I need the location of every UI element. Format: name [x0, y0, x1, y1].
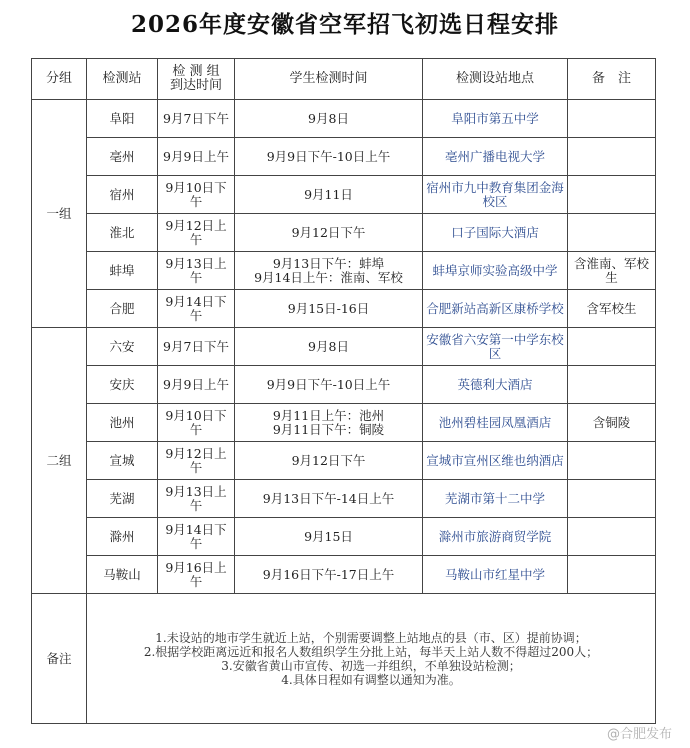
arrive-time-cell: 9月10日下午: [158, 176, 235, 214]
station-cell: 六安: [87, 328, 158, 366]
table-row: [32, 442, 656, 480]
table-row: [32, 556, 656, 594]
arrive-time-cell: 9月13日上午: [158, 252, 235, 290]
student-time-cell: 9月11日: [235, 176, 423, 214]
table-row: [32, 328, 656, 366]
student-time-cell: 9月9日下午-10日上午: [235, 366, 423, 404]
table-row: [32, 100, 656, 138]
note-4: 4.具体日程如有调整以通知为准。: [281, 672, 461, 687]
group-two-cell: 二组: [32, 328, 87, 594]
arrive-time-cell: 9月14日下午: [158, 518, 235, 556]
table-row: [32, 214, 656, 252]
remark-cell: [568, 100, 656, 138]
location-cell: 安徽省六安第一中学东校区: [423, 328, 568, 366]
arrive-time-cell: 9月10日下午: [158, 404, 235, 442]
table-row: [32, 518, 656, 556]
student-time-cell: 9月12日下午: [235, 442, 423, 480]
arrive-time-cell: 9月9日上午: [158, 366, 235, 404]
remark-cell: [568, 442, 656, 480]
station-cell: 蚌埠: [87, 252, 158, 290]
arrive-time-cell: 9月13日上午: [158, 480, 235, 518]
arrive-time-cell: 9月7日下午: [158, 328, 235, 366]
schedule-table: [31, 58, 656, 724]
remark-cell: [568, 556, 656, 594]
location-cell: 宿州市九中教育集团金海校区: [423, 176, 568, 214]
remark-cell: 含军校生: [568, 290, 656, 328]
student-time-cell: 9月12日下午: [235, 214, 423, 252]
table-row: [32, 366, 656, 404]
location-cell: 芜湖市第十二中学: [423, 480, 568, 518]
station-cell: 阜阳: [87, 100, 158, 138]
table-row: [32, 290, 656, 328]
station-cell: 安庆: [87, 366, 158, 404]
notes-content: [87, 594, 656, 724]
remark-cell: [568, 328, 656, 366]
arrive-time-cell: 9月7日下午: [158, 100, 235, 138]
remark-cell: [568, 176, 656, 214]
watermark: @合肥发布: [606, 727, 672, 742]
station-cell: 芜湖: [87, 480, 158, 518]
location-cell: 合肥新站高新区康桥学校: [423, 290, 568, 328]
note-3: 3.安徽省黄山市宣传、初选一并组织，不单独设站检测；: [221, 658, 521, 673]
location-cell: 蚌埠京师实验高级中学: [423, 252, 568, 290]
notes-row: [32, 594, 656, 724]
station-cell: 合肥: [87, 290, 158, 328]
arrive-time-cell: 9月12日上午: [158, 214, 235, 252]
arrive-time-cell: 9月12日上午: [158, 442, 235, 480]
arrive-time-cell: 9月9日上午: [158, 138, 235, 176]
remark-cell: [568, 480, 656, 518]
student-time-cell: 9月13日下午-14日上午: [235, 480, 423, 518]
remark-cell: 含淮南、军校生: [568, 252, 656, 290]
student-time-cell: 9月11日上午：池州 9月11日下午：铜陵: [235, 404, 423, 442]
student-time-cell: 9月16日下午-17日上午: [235, 556, 423, 594]
remark-cell: 含铜陵: [568, 404, 656, 442]
notes-label: 备注: [32, 594, 87, 724]
location-cell: 阜阳市第五中学: [423, 100, 568, 138]
table-row: [32, 480, 656, 518]
student-time-cell: 9月13日下午：蚌埠 9月14日上午：淮南、军校: [235, 252, 423, 290]
header-station: 检测站: [87, 59, 158, 100]
station-cell: 马鞍山: [87, 556, 158, 594]
station-cell: 宿州: [87, 176, 158, 214]
station-cell: 滁州: [87, 518, 158, 556]
remark-cell: [568, 138, 656, 176]
document-title: 2026年度安徽省空军招飞初选日程安排: [130, 11, 559, 38]
table-row: [32, 404, 656, 442]
remark-cell: [568, 518, 656, 556]
remark-cell: [568, 214, 656, 252]
note-1: 1.未设站的地市学生就近上站，个别需要调整上站地点的县（市、区）提前协调；: [155, 630, 587, 645]
station-cell: 宣城: [87, 442, 158, 480]
header-location: 检测设站地点: [423, 59, 568, 100]
location-cell: 亳州广播电视大学: [423, 138, 568, 176]
table-row: [32, 176, 656, 214]
station-cell: 亳州: [87, 138, 158, 176]
group-one-cell: 一组: [32, 100, 87, 328]
student-time-cell: 9月9日下午-10日上午: [235, 138, 423, 176]
header-row: [32, 59, 656, 100]
header-student-time: 学生检测时间: [235, 59, 423, 100]
header-remark: 备 注: [568, 59, 656, 100]
location-cell: 滁州市旅游商贸学院: [423, 518, 568, 556]
location-cell: 口子国际大酒店: [423, 214, 568, 252]
location-cell: 宣城市宣州区维也纳酒店: [423, 442, 568, 480]
student-time-cell: 9月15日-16日: [235, 290, 423, 328]
note-2: 2.根据学校距离远近和报名人数组织学生分批上站，每半天上站人数不得超过200人；: [143, 644, 599, 659]
arrive-time-cell: 9月16日上午: [158, 556, 235, 594]
header-arrive: 检 测 组 到达时间: [158, 59, 235, 100]
arrive-time-cell: 9月14日下午: [158, 290, 235, 328]
location-cell: 英德利大酒店: [423, 366, 568, 404]
table-row: [32, 138, 656, 176]
table-row: [32, 252, 656, 290]
station-cell: 池州: [87, 404, 158, 442]
remark-cell: [568, 366, 656, 404]
student-time-cell: 9月8日: [235, 100, 423, 138]
header-group: 分组: [32, 59, 87, 100]
station-cell: 淮北: [87, 214, 158, 252]
student-time-cell: 9月15日: [235, 518, 423, 556]
student-time-cell: 9月8日: [235, 328, 423, 366]
location-cell: 马鞍山市红星中学: [423, 556, 568, 594]
location-cell: 池州碧桂园凤凰酒店: [423, 404, 568, 442]
